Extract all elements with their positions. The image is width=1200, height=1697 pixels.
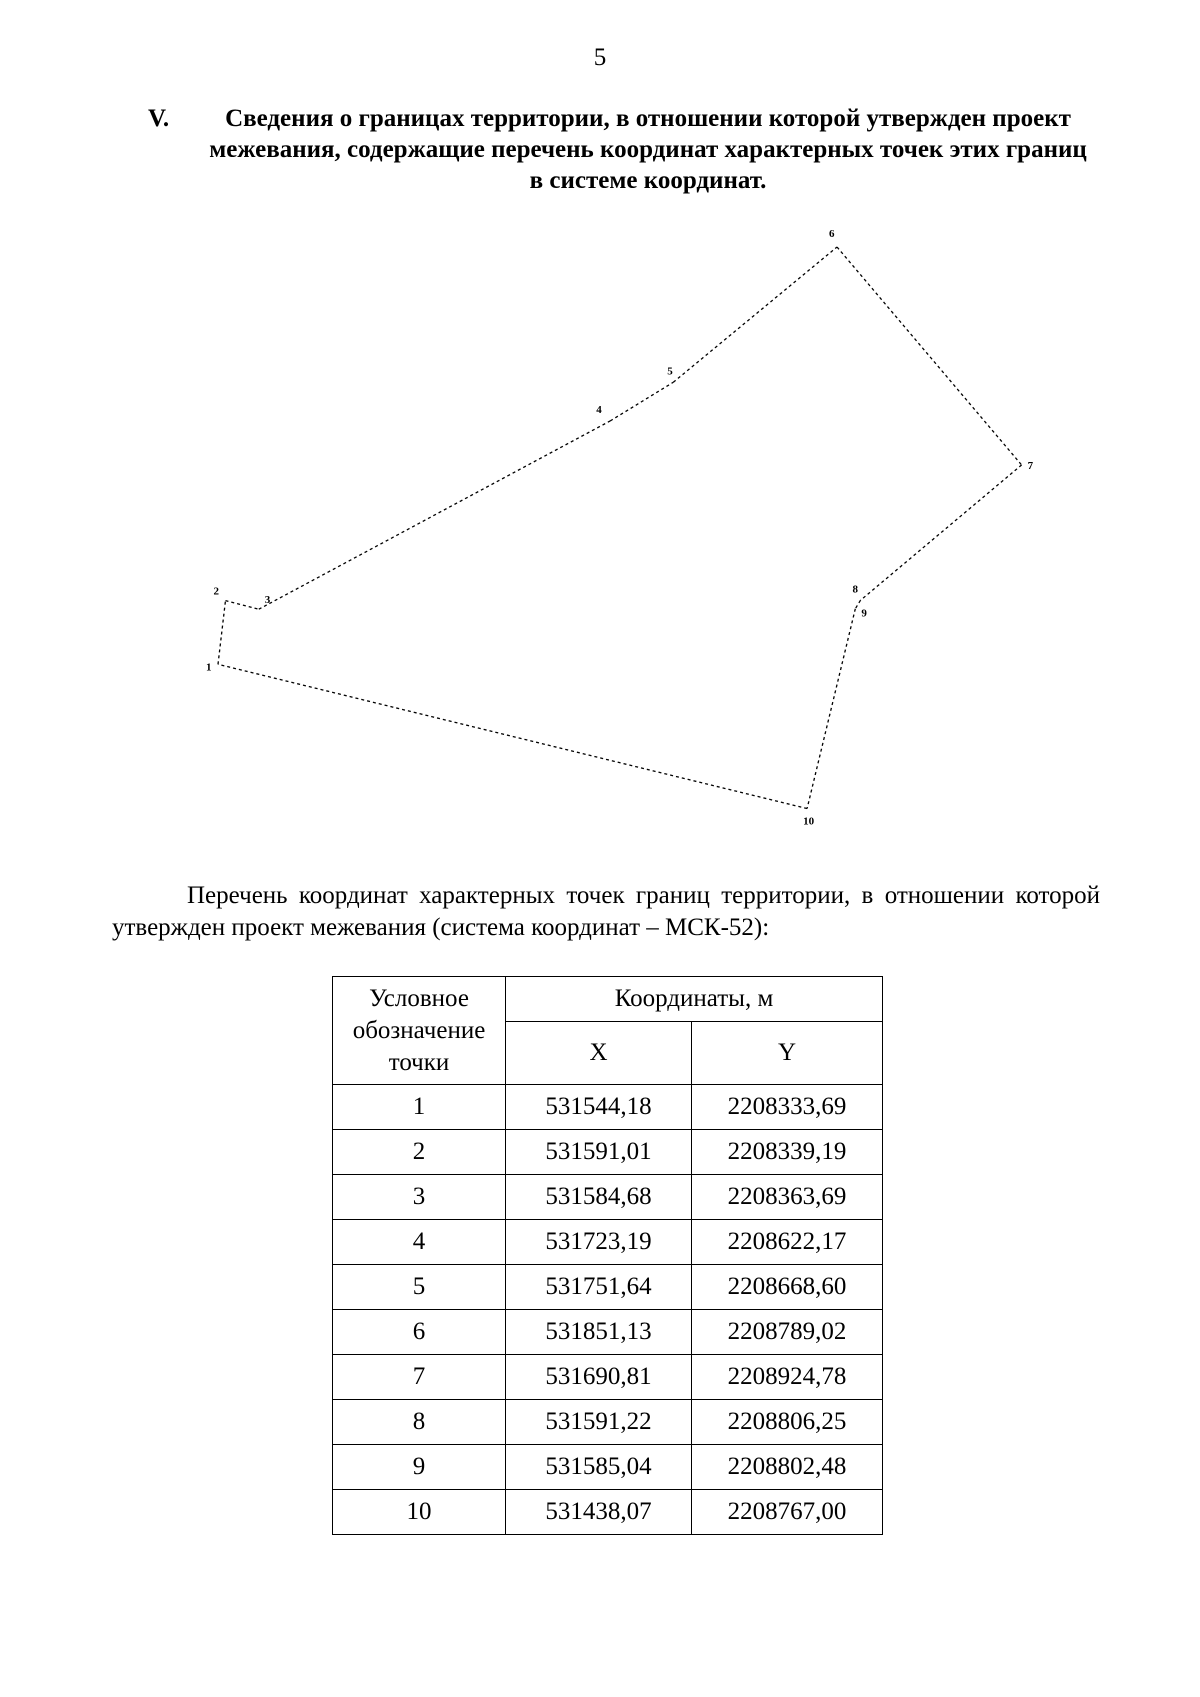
boundary-edge: [837, 247, 1022, 465]
boundary-edge: [610, 382, 673, 421]
section-title: Сведения о границах территории, в отношении которой утвержден проект межевания, содержащие перечень координат характерных точек этих границ в системе координат.: [209, 105, 1087, 194]
table-row: [333, 1400, 883, 1445]
boundary-edge: [218, 601, 225, 665]
table-row: [333, 1220, 883, 1265]
intro-paragraph: Перечень координат характерных точек границ территории, в отношении которой утвержден проект межевания (система координат – МСК-52):: [112, 882, 1100, 941]
table-row: [333, 1445, 883, 1490]
point-label: 4: [596, 403, 602, 416]
boundary-edge: [860, 465, 1021, 600]
cell-y: 2208339,19: [692, 1130, 883, 1175]
cell-y: 2208924,78: [692, 1355, 883, 1400]
cell-y: 2208622,17: [692, 1220, 883, 1265]
cell-y: 2208333,69: [692, 1085, 883, 1130]
cell-point: 6: [333, 1310, 506, 1355]
table-row: [333, 1130, 883, 1175]
cell-point: 1: [333, 1085, 506, 1130]
cell-x: 531851,13: [506, 1310, 692, 1355]
boundary-edge: [218, 664, 807, 808]
table-row: [333, 1355, 883, 1400]
cell-point: 2: [333, 1130, 506, 1175]
boundary-edge: [259, 421, 610, 609]
cell-x: 531751,64: [506, 1265, 692, 1310]
boundary-edge: [225, 601, 258, 610]
cell-x: 531690,81: [506, 1355, 692, 1400]
table-header-row: [333, 977, 883, 1022]
boundary-edge: [673, 247, 837, 382]
cell-y: 2208789,02: [692, 1310, 883, 1355]
cell-x: 531723,19: [506, 1220, 692, 1265]
boundary-edges: [218, 247, 1022, 809]
cell-point: 7: [333, 1355, 506, 1400]
table-row: [333, 1490, 883, 1535]
cell-point: 10: [333, 1490, 506, 1535]
cell-x: 531544,18: [506, 1085, 692, 1130]
cell-point: 3: [333, 1175, 506, 1220]
header-y-cell: Y: [692, 1022, 883, 1085]
cell-y: 2208767,00: [692, 1490, 883, 1535]
table-row: [333, 1085, 883, 1130]
table-row: [333, 1310, 883, 1355]
cell-point: 4: [333, 1220, 506, 1265]
boundary-edge: [807, 609, 855, 809]
point-label: 6: [829, 228, 835, 240]
table-row: [333, 1175, 883, 1220]
cell-y: 2208363,69: [692, 1175, 883, 1220]
point-label: 5: [667, 365, 673, 378]
cell-y: 2208802,48: [692, 1445, 883, 1490]
cell-x: 531591,22: [506, 1400, 692, 1445]
cell-point: 9: [333, 1445, 506, 1490]
boundary-edge: [855, 600, 860, 608]
coordinates-table: [332, 976, 883, 1535]
cell-point: 5: [333, 1265, 506, 1310]
point-label: 3: [264, 594, 271, 607]
header-x-cell: X: [506, 1022, 692, 1085]
cell-x: 531438,07: [506, 1490, 692, 1535]
cell-x: 531591,01: [506, 1130, 692, 1175]
cell-y: 2208668,60: [692, 1265, 883, 1310]
cell-x: 531585,04: [506, 1445, 692, 1490]
point-label: 1: [206, 661, 212, 674]
cell-y: 2208806,25: [692, 1400, 883, 1445]
point-label: 8: [852, 583, 858, 596]
page-number: 5: [593, 44, 607, 71]
point-label: 9: [861, 607, 867, 620]
cell-x: 531584,68: [506, 1175, 692, 1220]
boundary-points: [206, 228, 1034, 828]
point-label: 10: [803, 815, 815, 828]
cell-point: 8: [333, 1400, 506, 1445]
header-coords-cell: Координаты, м: [506, 977, 883, 1022]
point-label: 2: [213, 585, 219, 598]
point-label: 7: [1027, 459, 1034, 472]
header-point-cell: Условное обозначение точки: [333, 977, 506, 1085]
section-number: V.: [148, 105, 170, 132]
table-body: [333, 1085, 883, 1535]
table-row: [333, 1265, 883, 1310]
